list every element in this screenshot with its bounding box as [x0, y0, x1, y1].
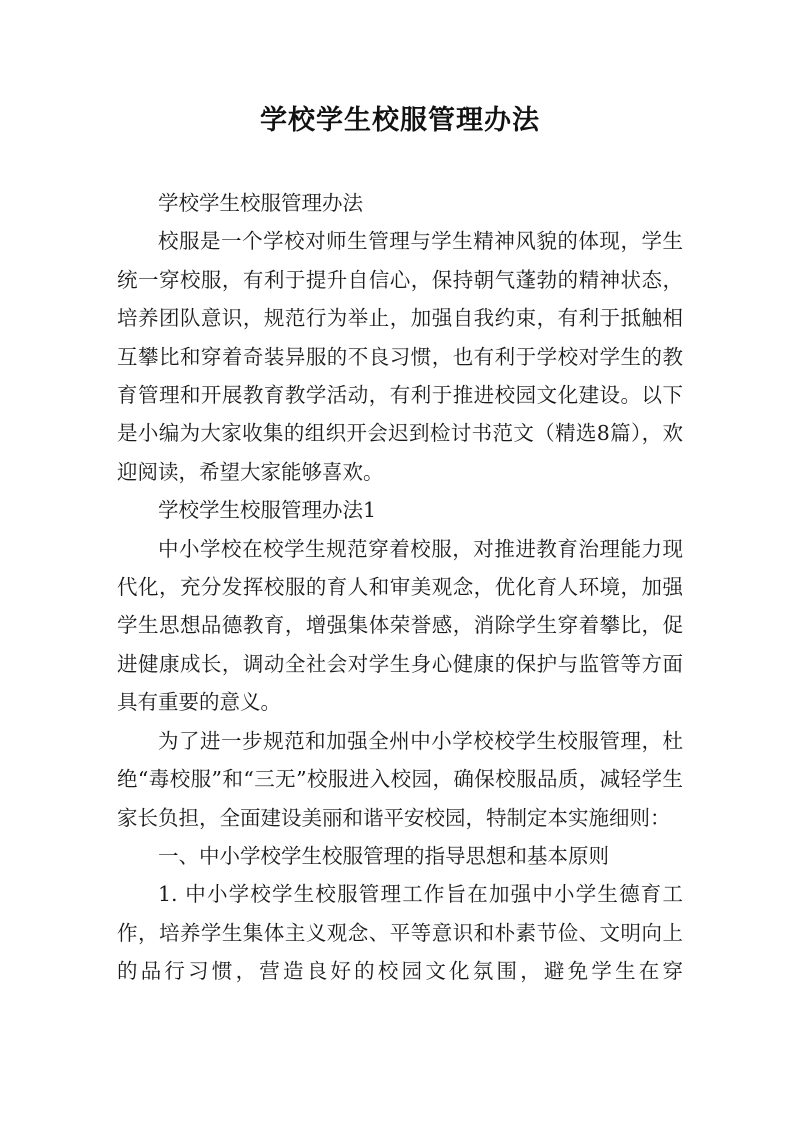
document-title: 学校学生校服管理办法: [260, 105, 540, 136]
paragraph-section-heading-1: 学校学生校服管理办法1: [158, 498, 377, 523]
document-body: [117, 184, 683, 991]
paragraph-purpose: 为了进一步规范和加强全州中小学校校学生校服管理，杜绝“毒校服”和“三无”校服进入校园，确保校服品质，减轻学生家长负担，全面建设美丽和谐平安校园，特制定本实施细则：: [117, 728, 683, 830]
paragraph-principle-1: 1. 中小学校学生校服管理工作旨在加强中小学生德育工作，培养学生集体主义观念、平等意识和朴素节俭、文明向上的品行习惯，营造良好的校园文化氛围，避免学生在穿: [117, 882, 683, 984]
paragraph-guiding-principles-heading: 一、中小学校学生校服管理的指导思想和基本原则: [158, 843, 609, 868]
paragraph-significance: 中小学校在校学生规范穿着校服，对推进教育治理能力现代化，充分发挥校服的育人和审美观念，优化育人环境，加强学生思想品德教育，增强集体荣誉感，消除学生穿着攀比，促进健康成长，调动全社会对学生身心健康的保护与监管等方面具有重要的意义。: [117, 536, 683, 715]
paragraph-intro: 校服是一个学校对师生管理与学生精神风貌的体现，学生统一穿校服，有利于提升自信心，保持朝气蓬勃的精神状态，培养团队意识，规范行为举止，加强自我约束，有利于抵触相互攀比和穿着奇装异服的不良习惯，也有利于学校对学生的教育管理和开展教育教学活动，有利于推进校园文化建设。以下是小编为大家收集的组织开会迟到检讨书范文（精选8篇），欢迎阅读，希望大家能够喜欢。: [117, 229, 683, 484]
paragraph-subtitle: 学校学生校服管理办法: [158, 191, 363, 215]
